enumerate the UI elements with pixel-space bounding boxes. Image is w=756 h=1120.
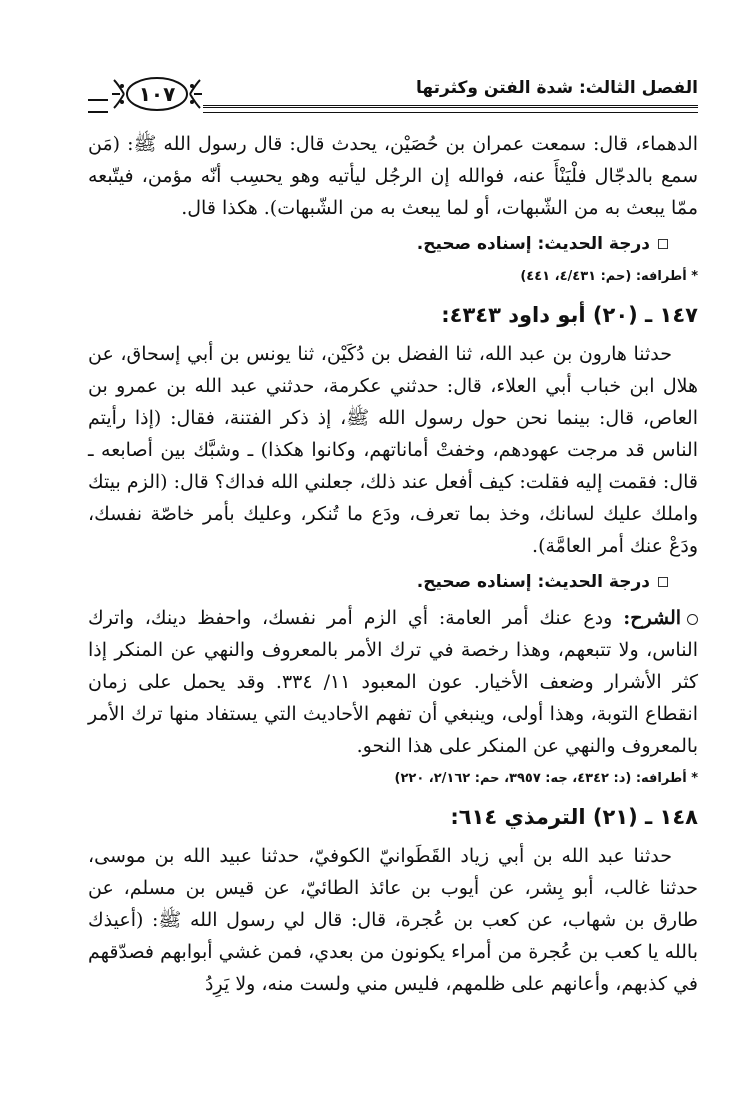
hadith-heading: ١٤٨ ـ (٢١) الترمذي ٦١٤: [450, 805, 698, 829]
grade-text: درجة الحديث: إسناده صحيح. [416, 572, 650, 592]
circle-bullet-icon [687, 614, 698, 625]
hadith-text: حدثنا عبد الله بن أبي زياد القَطَوانيّ الكوفيّ، حدثنا عبيد الله بن موسى، حدثنا غالب، أبو بِشر، عن أيوب بن عائذ الطائيّ، عن قيس بن مسلم، عن طارق بن شهاب، عن كعب بن عُجرة، قال: قال لي رسول الله ﷺ: (أعيذك بالله يا كعب بن عُجرة من أمراء يكونون من بعدي، فمن غشي أبوابهم فصدّقهم في كذبهم، وأعانهم على ظلمهم، فليس مني ولست منه، ولا يَرِدُ [88, 845, 698, 995]
grade-text: درجة الحديث: إسناده صحيح. [416, 234, 650, 254]
commentary-paragraph [88, 602, 698, 762]
continuation-paragraph: الدهماء، قال: سمعت عمران بن حُصَيْن، يحدث قال: قال رسول الله ﷺ: (مَن سمع بالدجّال فلْيَنْأَ عنه، فوالله إن الرجُل ليأتيه وهو يحسِب أنّه مؤمن، فيتّبعه ممّا يبعث به من الشّبهات، أو لما يبعث به من الشّبهات). هكذا قال. [88, 133, 698, 219]
hadith-references: * أطرافه: (د: ٤٣٤٢، جه: ٣٩٥٧، حم: ٢/١٦٢، ٢٢٠) [394, 771, 698, 786]
square-bullet-icon [658, 239, 668, 249]
page-content [88, 128, 698, 1000]
hadith-grade [88, 230, 668, 258]
page-number: ١٠٧ [138, 82, 176, 106]
header-rule-short [88, 99, 108, 113]
commentary-label: الشرح: [623, 607, 682, 629]
running-header [88, 72, 698, 118]
hadith-heading: ١٤٧ ـ (٢٠) أبو داود ٤٣٤٣: [441, 303, 698, 327]
square-bullet-icon [658, 577, 668, 587]
chapter-title: الفصل الثالث: شدة الفتن وكثرتها [416, 78, 698, 98]
commentary-text: ودع عنك أمر العامة: أي الزم أمر نفسك، واحفظ دينك، واترك الناس، ولا تتبعهم، وهذا رخصة في ترك الأمر بالمعروف والنهي عن المنكر إذا كثر الأشرار وضعف الأخيار. عون المعبود ١١/ ٣٣٤. وقد يحمل على زمان انقطاع التوبة، وهذا أولى، وينبغي أن تفهم الأحاديث التي يستفاد منها ترك الأمر بالمعروف والنهي عن المنكر على هذا النحو. [88, 607, 698, 757]
hadith-references: * أطرافه: (حم: ٤/٤٣١، ٤٤١) [520, 269, 698, 284]
hadith-text: حدثنا هارون بن عبد الله، ثنا الفضل بن دُكَيْن، ثنا يونس بن أبي إسحاق، عن هلال ابن خباب أبي العلاء، قال: حدثني عكرمة، حدثني عبد الله بن عمرو بن العاص، قال: بينما نحن حول رسول الله ﷺ، إذ ذكر الفتنة، فقال: (إذا رأيتم الناس قد مرجت عهودهم، وخفتْ أماناتهم، وكانوا هكذا) ـ وشبَّك بين أصابعه ـ قال: فقمت إليه فقلت: كيف أفعل عند ذلك، جعلني الله فداك؟ قال: (الزم بيتك واملك عليك لسانك، وخذ بما تعرف، ودَع ما تُنكر، وعليك بأمر خاصّة نفسك، ودَعْ عنك أمر العامَّة). [88, 343, 698, 557]
header-rule [203, 105, 698, 113]
hadith-grade [88, 568, 668, 596]
